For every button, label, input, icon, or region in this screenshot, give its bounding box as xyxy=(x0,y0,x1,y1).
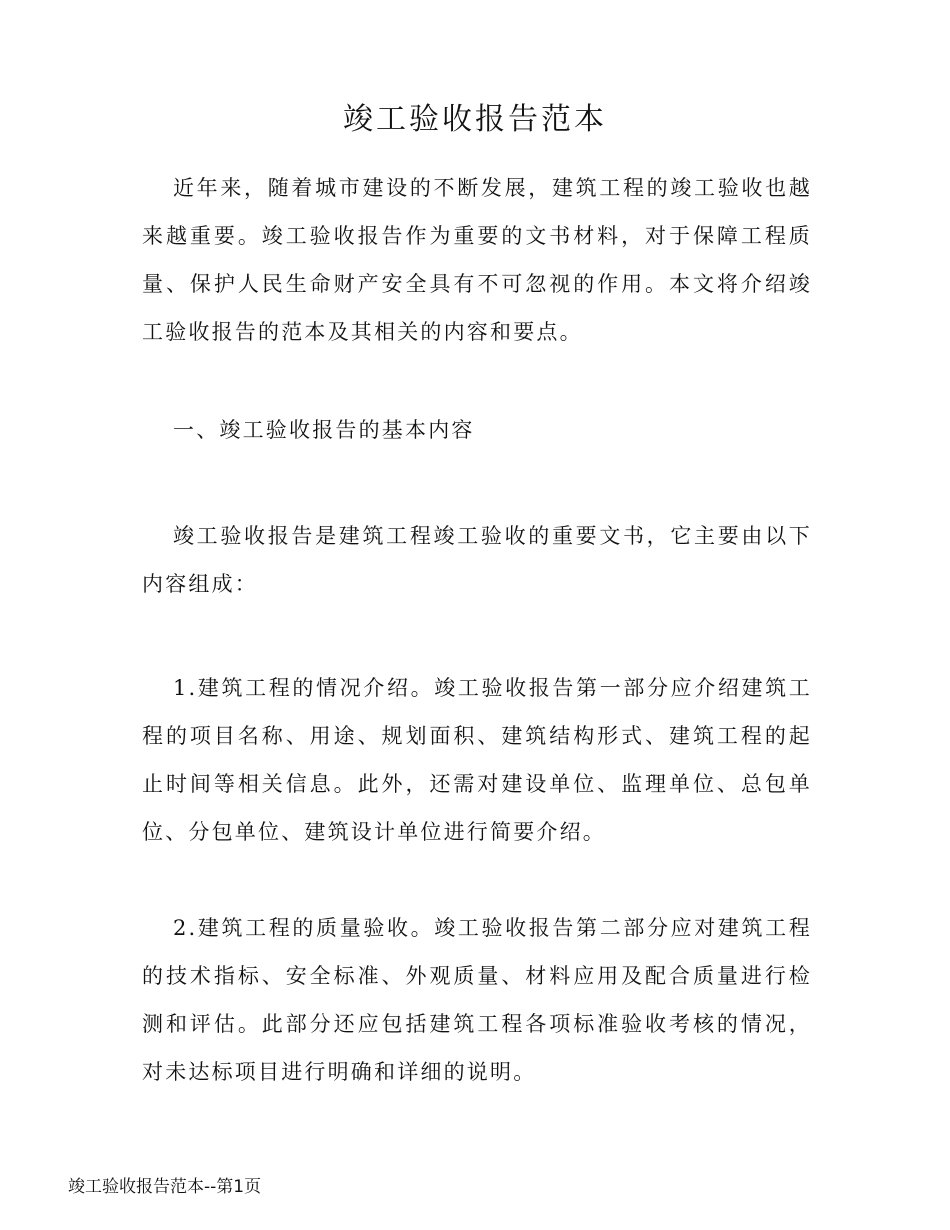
page-title: 竣工验收报告范本 xyxy=(343,102,607,137)
section-heading-basic-content: 一、竣工验收报告的基本内容 xyxy=(173,418,475,442)
intro-paragraph: 近年来，随着城市建设的不断发展，建筑工程的竣工验收也越来越重要。竣工验收报告作为重要的文书材料，对于保障工程质量、保护人民生命财产安全具有不可忽视的作用。本文将介绍竣工验收报告的范本及其相关的内容和要点。 xyxy=(142,176,812,344)
item-2-paragraph: 2.建筑工程的质量验收。竣工验收报告第二部分应对建筑工程的技术指标、安全标准、外观质量、材料应用及配合质量进行检测和评估。此部分还应包括建筑工程各项标准验收考核的情况，对未达标项目进行明确和详细的说明。 xyxy=(142,916,812,1084)
section-intro-paragraph: 竣工验收报告是建筑工程竣工验收的重要文书，它主要由以下内容组成： xyxy=(142,524,812,596)
item-1-paragraph: 1.建筑工程的情况介绍。竣工验收报告第一部分应介绍建筑工程的项目名称、用途、规划面积、建筑结构形式、建筑工程的起止时间等相关信息。此外，还需对建设单位、监理单位、总包单位、分包单位、建筑设计单位进行简要介绍。 xyxy=(142,676,812,844)
page-footer: 竣工验收报告范本--第1页 xyxy=(68,1177,262,1197)
